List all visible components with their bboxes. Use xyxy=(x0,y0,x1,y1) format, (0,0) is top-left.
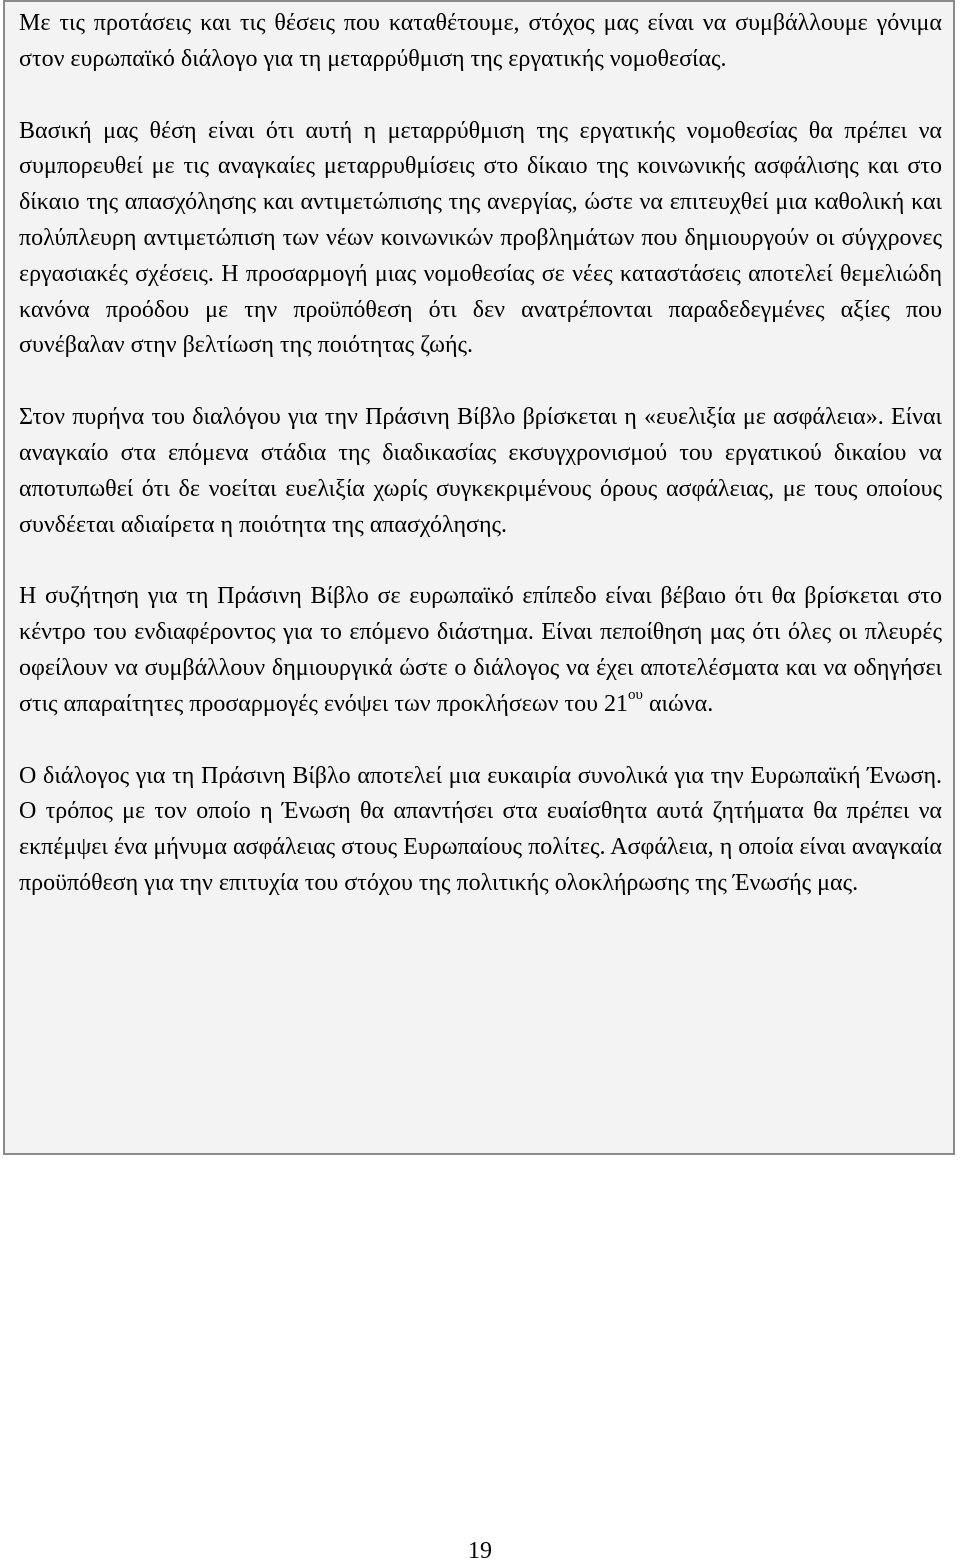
paragraph-1: Με τις προτάσεις και τις θέσεις που καταθέτουμε, στόχος μας είναι να συμβάλλουμε γόνιμα στον ευρωπαϊκό διάλογο για τη μεταρρύθμιση της εργατικής νομοθεσίας. xyxy=(19,10,942,72)
bordered-text-box xyxy=(3,0,955,1155)
page-number: 19 xyxy=(468,1538,492,1564)
paragraph-3: Στον πυρήνα του διαλόγου για την Πράσινη Βίβλο βρίσκεται η «ευελιξία με ασφάλεια». Είναι αναγκαίο στα επόμενα στάδια της διαδικασίας εκσυγχρονισμού του εργατικού δικαίου να αποτυπωθεί ότι δε νοείται ευελιξία χωρίς συγκεκριμένους όρους ασφάλειας, με τους οποίους συνδέεται αδιαίρετα η ποιότητα της απασχόλησης. xyxy=(19,404,942,538)
ordinal-superscript: ου xyxy=(628,686,643,703)
paragraph-4-text: Η συζήτηση για τη Πράσινη Βίβλο σε ευρωπαϊκό επίπεδο είναι βέβαιο ότι θα βρίσκεται στο κέντρο του ενδιαφέροντος για το επόμενο διάστημα. Είναι πεποίθηση μας ότι όλες οι πλευρές οφείλουν να συμβάλλουν δημιουργικά ώστε ο διάλογος να έχει αποτελέσματα και να οδηγήσει στις απαραίτητες προσαρμογές ενόψει των προκλήσεων του 21 xyxy=(19,583,942,717)
paragraph-4-tail: αιώνα. xyxy=(642,690,714,717)
paragraph-5: Ο διάλογος για τη Πράσινη Βίβλο αποτελεί μια ευκαιρία συνολικά για την Ευρωπαϊκή Ένωση. Ο τρόπος με τον οποίο η Ένωση θα απαντήσει στα ευαίσθητα αυτά ζητήματα θα πρέπει να εκπέμψει ένα μήνυμα ασφάλειας στους Ευρωπαίους πολίτες. Ασφάλεια, η οποία είναι αναγκαία προϋπόθεση για την επιτυχία του στόχου της πολιτικής ολοκλήρωσης της Ένωσής μας. xyxy=(19,762,942,896)
paragraph-2: Βασική μας θέση είναι ότι αυτή η μεταρρύθμιση της εργατικής νομοθεσίας θα πρέπει να συμπορευθεί με τις αναγκαίες μεταρρυθμίσεις στο δίκαιο της κοινωνικής ασφάλισης και στο δίκαιο της απασχόλησης και αντιμετώπισης της ανεργίας, ώστε να επιτευχθεί μια καθολική και πολύπλευρη αντιμετώπιση των νέων κοινωνικών προβλημάτων που δημιουργούν οι σύγχρονες εργασιακές σχέσεις. Η προσαρμογή μιας νομοθεσίας σε νέες καταστάσεις αποτελεί θεμελιώδη κανόνα προόδου με την προϋπόθεση ότι δεν ανατρέπονται παραδεδεγμένες αξίες που συνέβαλαν στην βελτίωση της ποιότητας ζωής. xyxy=(19,117,942,359)
paragraph-4 xyxy=(19,579,942,722)
